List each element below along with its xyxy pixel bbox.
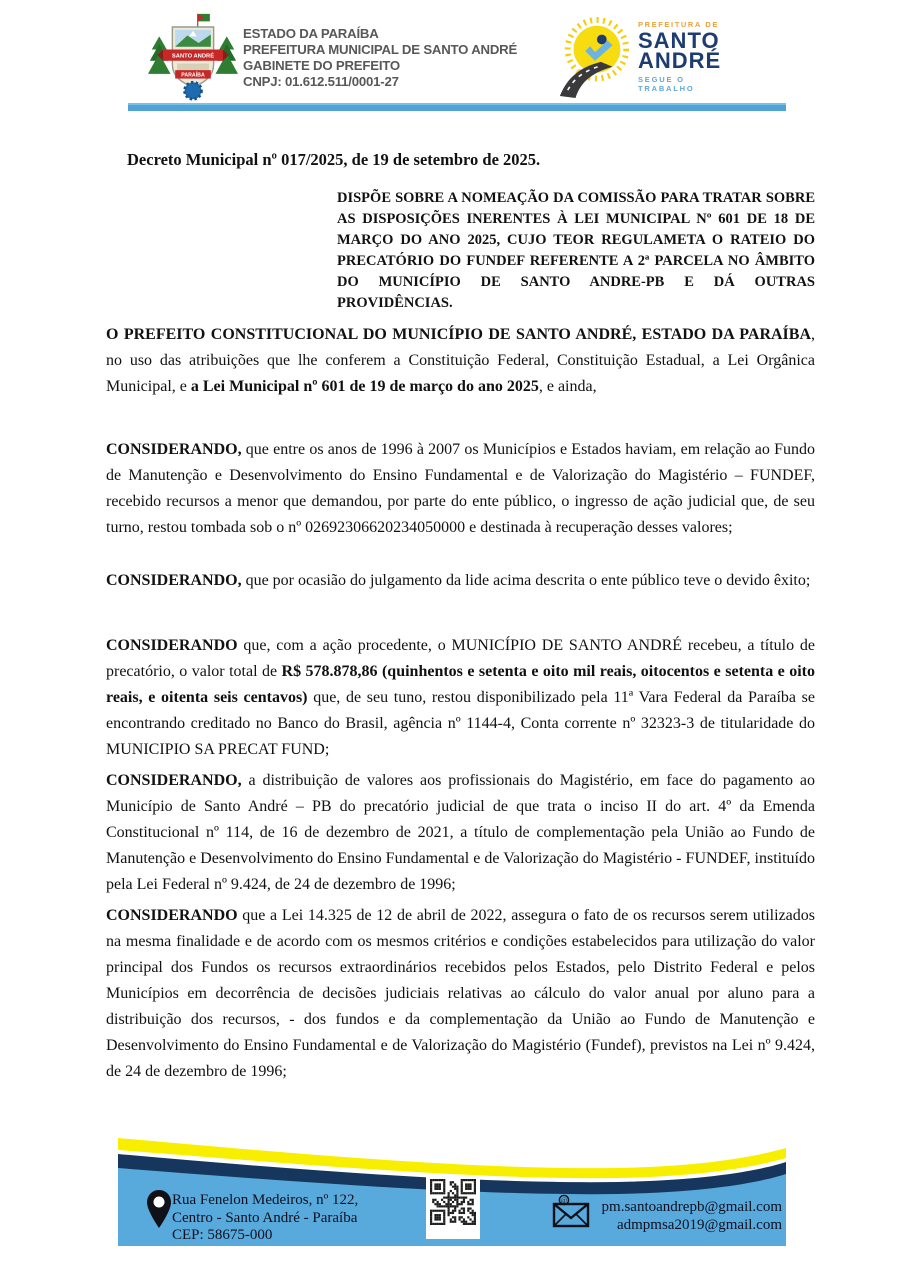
logo-pretitle: PREFEITURA DE (638, 20, 719, 29)
body-text: que a Lei 14.325 de 12 de abril de 2022, assegura o fato de os recursos serem utilizados na mesma finalidade e de acordo com os mesmos critérios e condições estabelecidos para utilização do valor principal dos Fundos os recursos extraordinários recebidos pelos Estados, pelo Distrito Federal e pelos Municípios em decorrência de decisões judiciais relativas ao cálculo do valor anual por aluno para a distribuição dos recursos, - dos fundos e da complementação da União ao Fundo de Manutenção e Desenvolvimento do Ensino Fundamental e de Valorização do Magistério (Fundef), previstos na Lei nº 9.424, de 24 de dezembro de 1996; (106, 907, 815, 1080)
footer-address (172, 1192, 358, 1245)
paragraph (106, 437, 815, 541)
body-text: que por ocasião do julgamento da lide acima descrita o ente público teve o devido êxito; (241, 572, 811, 589)
location-pin-icon (146, 1189, 172, 1229)
city-logo-text (638, 20, 736, 93)
bold-text: a Lei Municipal nº 601 de 19 de março do ano 2025 (190, 378, 539, 395)
bold-text: CONSIDERANDO, (106, 572, 242, 589)
body-text: que entre os anos de 1996 à 2007 os Municípios e Estados haviam, em relação ao Fundo de Manutenção e Desenvolvimento do Ensino Fundamental e de Valorização do Magistério – FUNDEF, recebido recursos a menor que demandou, por parte do ente público, o ingresso de ação judicial que, de seu turno, restou tombada sob o nº 02692306620234050000 e destinada à recuperação desses valores; (106, 441, 815, 536)
logo-title-line1: SANTO (638, 28, 720, 53)
body-text: , e ainda, (538, 378, 597, 395)
email-address: admpmsa2019@gmail.com (616, 1216, 782, 1233)
address-line: Centro - Santo André - Paraíba (172, 1209, 358, 1226)
crest-ribbon-text: PARAÍBA (181, 72, 205, 79)
body-text: que, com a ação procedente, o MUNICÍPIO DE SANTO ANDRÉ recebeu, a título de precatório, o valor total de (106, 637, 815, 680)
decree-epigraph: DISPÕE SOBRE A NOMEAÇÃO DA COMISSÃO PARA TRATAR SOBRE AS DISPOSIÇÕES INERENTES À LEI MUNICIPAL Nº 601 DE 18 DE MARÇO DO ANO 2025, CUJO TEOR REGULAMETA O RATEIO DO PRECATÓRIO DO FUNDEF REFERENTE A 2ª PARCELA NO ÂMBITO DO MUNICÍPIO DE SANTO ANDRE-PB E DÁ OUTRAS PROVIDÊNCIAS. (337, 190, 815, 311)
email-address: pm.santoandrepb@gmail.com (601, 1199, 782, 1215)
body-text: a distribuição de valores aos profissionais do Magistério, em face do pagamento ao Município de Santo André – PB do precatório judicial de que trata o inciso II do art. 4º da Emenda Constitucional nº 114, de 16 de dezembro de 2021, a título de complementação pela União ao Fundo de Manutenção e Desenvolvimento do Ensino Fundamental e de Valorização do Magistério - FUNDEF, instituído pela Lei Federal nº 9.424, de 24 de dezembro de 1996; (106, 772, 815, 893)
body-text: que, de seu tuno, restou disponibilizado pela 11ª Vara Federal da Paraíba se encontrando creditado no Banco do Brasil, agência nº 1144-4, Conta corrente nº 32323-3 de titularidade do MUNICIPIO SA PRECAT FUND; (106, 689, 816, 758)
crest-banner-text: SANTO ANDRÉ (171, 53, 215, 60)
bold-text: CONSIDERANDO, (106, 772, 242, 789)
paragraph (106, 322, 815, 400)
decree-title: Decreto Municipal nº 017/2025, de 19 de setembro de 2025. (127, 150, 541, 169)
logo-subtitle: SEGUE O TRABALHO (638, 75, 695, 93)
bold-text: CONSIDERANDO (106, 907, 238, 924)
qr-pattern (430, 1179, 476, 1225)
qr-code (426, 1175, 480, 1239)
paragraph (106, 903, 815, 1085)
svg-text:@: @ (560, 1196, 568, 1205)
bold-text: O PREFEITO CONSTITUCIONAL DO MUNICÍPIO DE SANTO ANDRÉ, ESTADO DA PARAÍBA (106, 326, 811, 343)
bold-text: CONSIDERANDO, (106, 441, 242, 458)
body-text: , no uso das atribuições que lhe conferem a Constituição Federal, Constituição Estadual, a Lei Orgânica Municipal, e (106, 326, 815, 395)
header-divider (128, 103, 786, 111)
footer-emails (596, 1199, 782, 1234)
city-logo (556, 12, 736, 102)
org-line: ESTADO DA PARAÍBA (243, 26, 379, 41)
paragraph (106, 633, 815, 763)
email-envelope-icon (551, 1194, 593, 1228)
bold-text: R$ 578.878,86 (quinhentos e setenta e oito mil reais, oitocentos e setenta e oito reais, e oitenta seis centavos) (106, 663, 815, 706)
coat-of-arms-icon (146, 12, 240, 102)
sun-road-icon (556, 16, 634, 98)
address-line: CEP: 58675-000 (172, 1227, 273, 1243)
org-line: GABINETE DO PREFEITO (243, 58, 400, 73)
logo-title-line2: ANDRÉ (638, 48, 722, 73)
decree-body (106, 150, 815, 1150)
paragraph (106, 568, 815, 594)
org-text-block (243, 26, 517, 90)
org-line: CNPJ: 01.612.511/0001-27 (243, 74, 399, 89)
bold-text: CONSIDERANDO (106, 637, 238, 654)
paragraph (106, 768, 815, 898)
org-line: PREFEITURA MUNICIPAL DE SANTO ANDRÉ (243, 42, 518, 57)
address-line: Rua Fenelon Medeiros, nº 122, (172, 1192, 359, 1208)
